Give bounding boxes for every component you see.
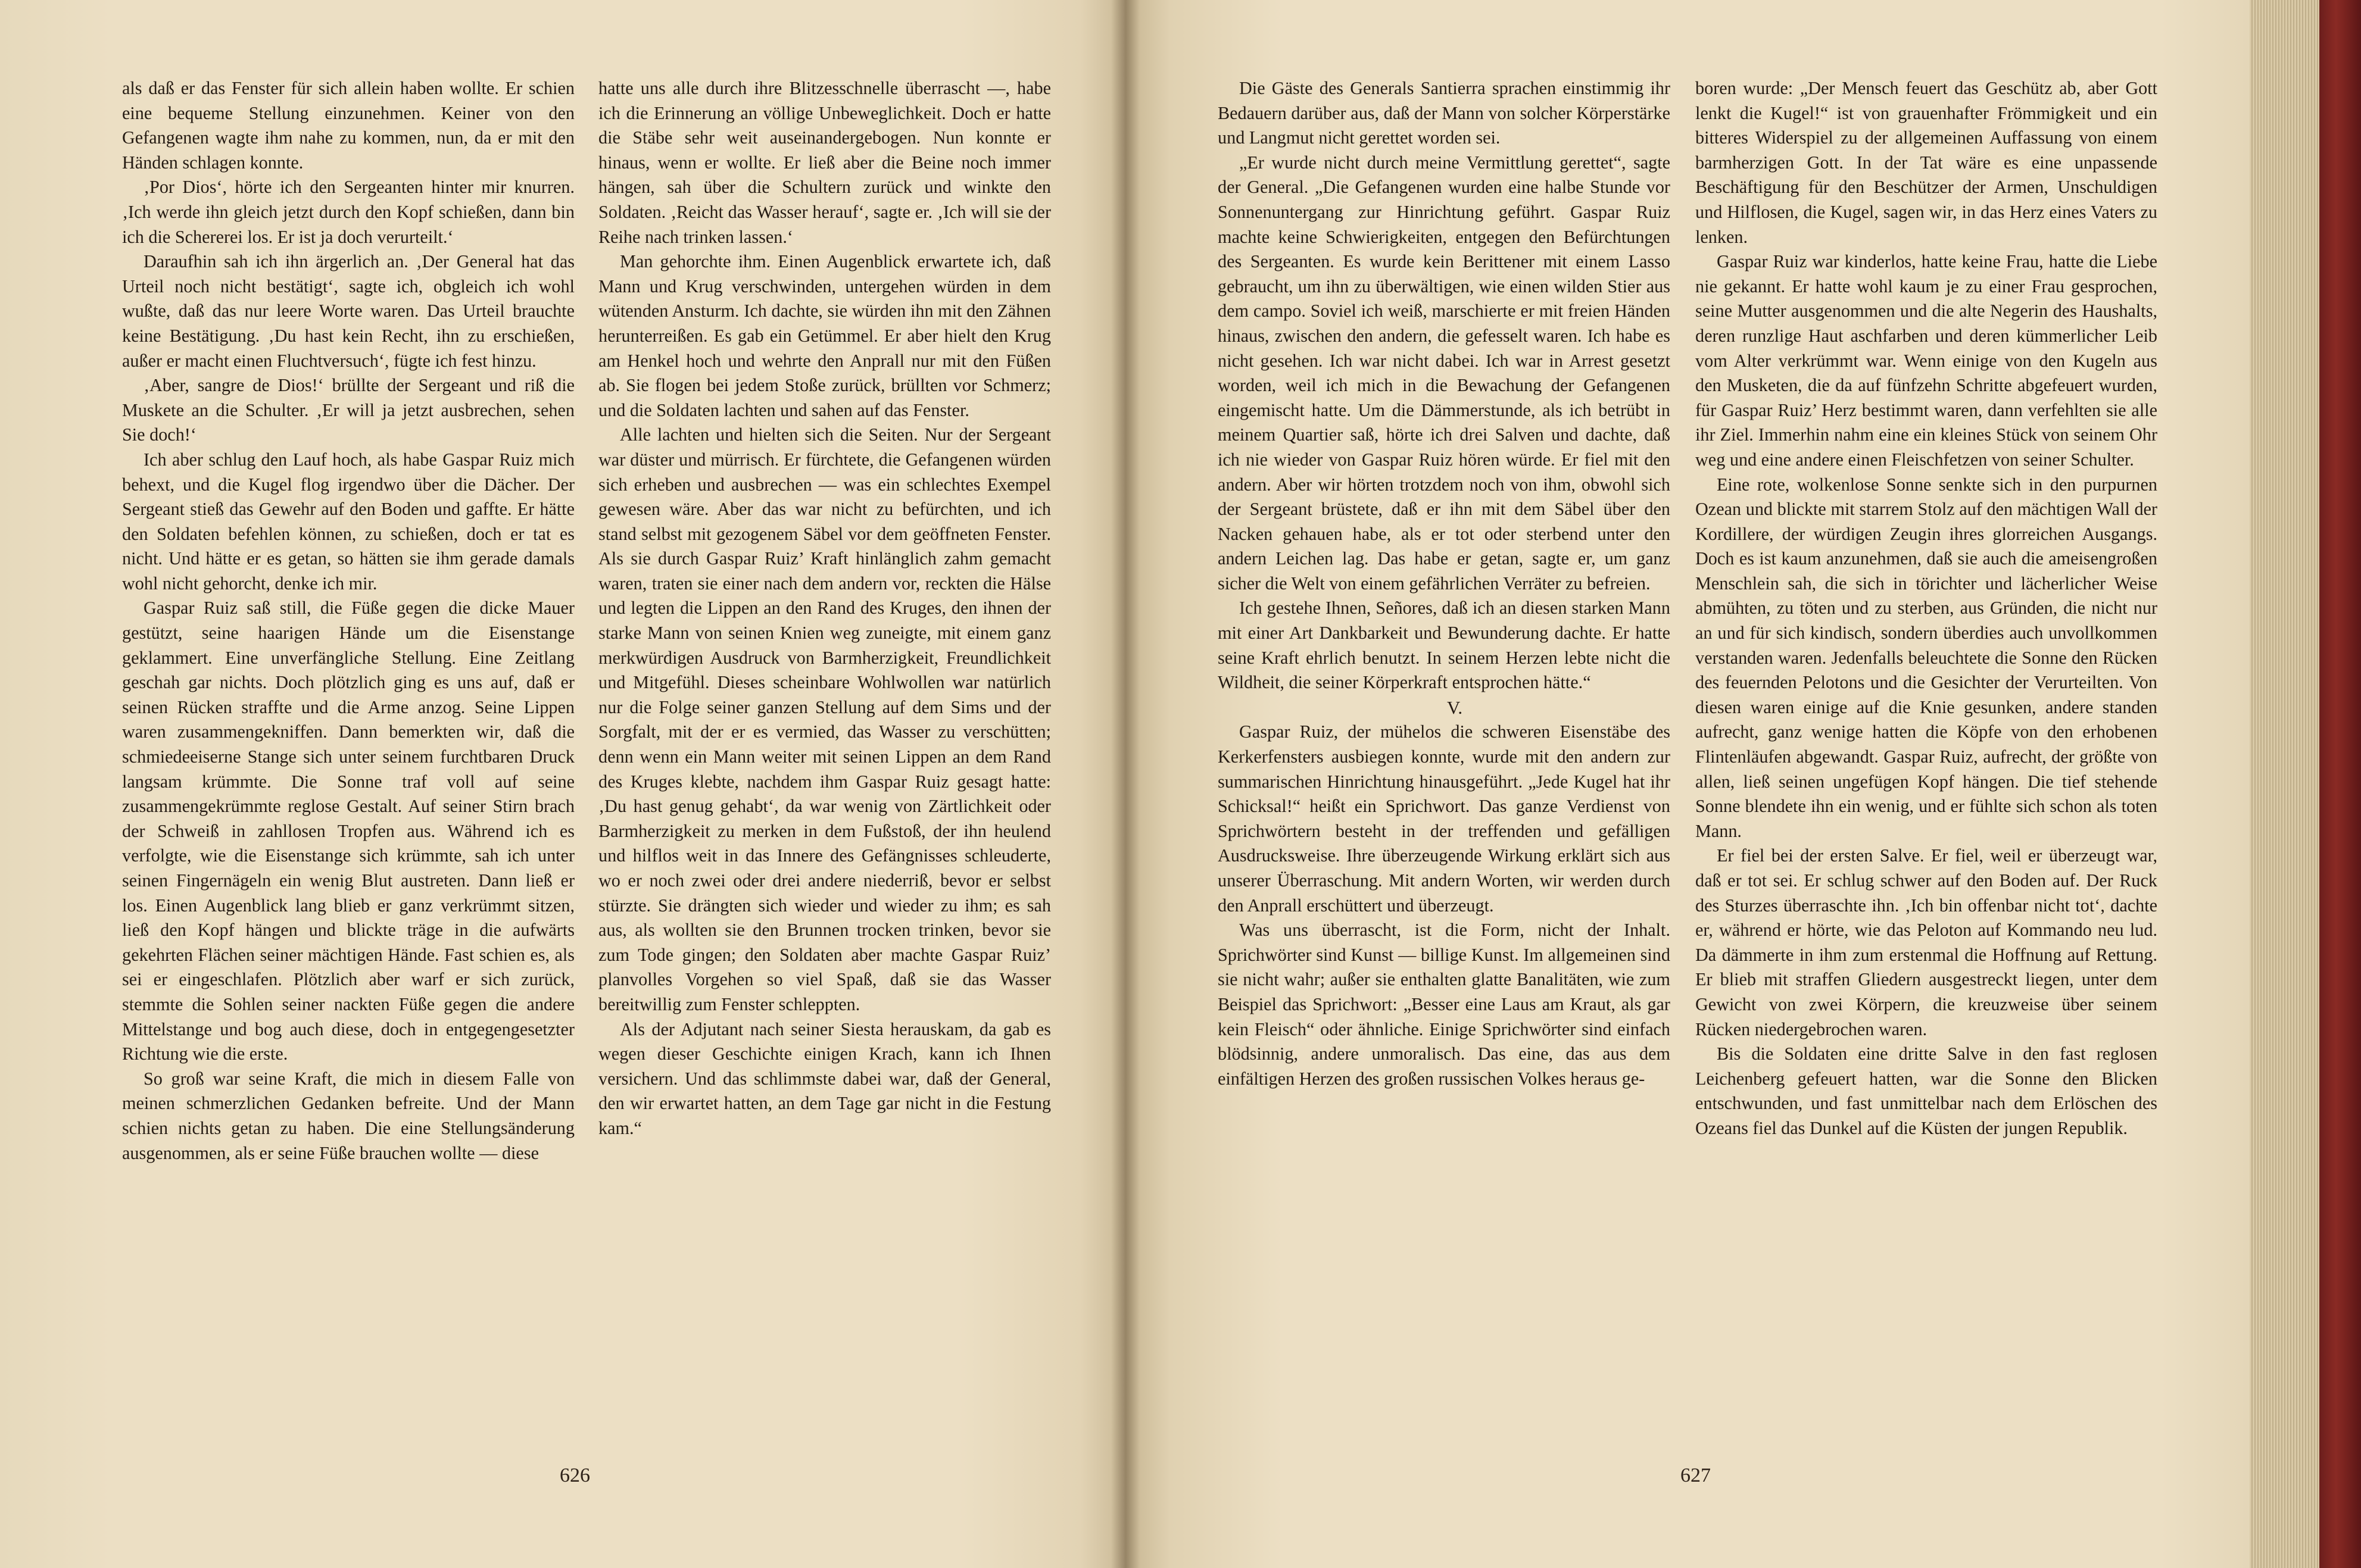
paragraph: So groß war seine Kraft, die mich in diesem Falle von meinen schmerzlichen Gedanken befreite. Und der Mann schien nichts getan zu haben. Die eine Stellungsänderung ausgenommen, als er seine Füße brauchen wollte — diese	[122, 1068, 575, 1163]
paragraph: Er fiel bei der ersten Salve. Er fiel, weil er überzeugt war, daß er tot sei. Er schlug schwer auf den Boden auf. Der Ruck des Sturzes überraschte ihn. ‚Ich bin offenbar nicht tot‘, dachte er, während er hörte, wie das Peloton auf Kommando neu lud. Da dämmerte in ihm zum erstenmal die Hoffnung auf Rettung. Er blieb mit straffen Gliedern ausgestreckt liegen, unter dem Gewicht von zwei Körpern, die kreuzweise über seinem Rücken niedergebrochen waren.	[1695, 845, 2157, 1039]
paragraph: hatte uns alle durch ihre Blitzesschnelle überrascht —, habe ich die Erinnerung an völlige Unbeweglichkeit. Doch er hatte die Stäbe sehr weit auseinandergebogen. Nun konnte er hinaus, wenn er wollte. Er ließ aber die Beine noch immer hängen, sah über die Schultern zurück und winkte den Soldaten. ‚Reicht das Wasser herauf‘, sagte er. ‚Ich will sie der Reihe nach trinken lassen.‘	[598, 78, 1051, 247]
paragraph: Eine rote, wolkenlose Sonne senkte sich in den purpurnen Ozean und blickte mit starrem Stolz auf den mächtigen Wall der Kordillere, der würdigen Zeugin ihres glorreichen Ausgangs. Doch es ist kaum anzunehmen, daß sie auch die ameisengroßen Menschlein sah, die sich in törichter und lächerlicher Weise abmühten, zu töten und zu sterben, aus Gründen, die nicht nur an und für sich kindisch, sondern überdies auch unvollkommen verstanden waren. Jedenfalls beleuchtete die Sonne den Rücken des feuernden Pelotons und die Gesichter der Verurteilten. Von diesen waren einige auf die Knie gesunken, andere standen aufrecht, ganz wenige hatten die Köpfe von den erhobenen Flintenläufen abgewandt. Gaspar Ruiz, aufrecht, der größte von allen, ließ seinen ungefügen Kopf hängen. Die tief stehende Sonne blendete ihn ein wenig, und er fühlte sich schon als toten Mann.	[1695, 474, 2157, 841]
right-page-column-1	[1218, 76, 1670, 1091]
paragraph: als daß er das Fenster für sich allein haben wollte. Er schien eine bequeme Stellung einzunehmen. Keiner von den Gefangenen wagte ihm nahe zu kommen, nun, da er mit den Händen schlagen konnte.	[122, 78, 575, 173]
paragraph: Gaspar Ruiz, der mühelos die schweren Eisenstäbe des Kerkerfensters ausbiegen konnte, wurde mit den andern zur summarischen Hinrichtung hinausgeführt. „Jede Kugel hat ihr Schicksal!“ heißt ein Sprichwort. Das ganze Verdienst von Sprichwörtern besteht in der treffenden und gefälligen Ausdrucksweise. Ihre überzeugende Wirkung erklärt sich aus unserer Überraschung. Mit andern Worten, wir werden durch den Anprall erschüttert und überzeugt.	[1218, 721, 1670, 916]
paragraph: ‚Aber, sangre de Dios!‘ brüllte der Sergeant und riß die Muskete an die Schulter. ‚Er will ja jetzt ausbrechen, sehen Sie doch!‘	[122, 375, 575, 445]
left-page-number: 626	[560, 1464, 590, 1486]
paragraph: Daraufhin sah ich ihn ärgerlich an. ‚Der General hat das Urteil noch nicht bestätigt‘, sagte ich, obgleich ich wohl wußte, daß das nur leere Worte waren. Das Urteil brauchte keine Bestätigung. ‚Du hast kein Recht, ihn zu erschießen, außer er macht einen Fluchtversuch‘, fügte ich fest hinzu.	[122, 251, 575, 371]
right-page-column-2	[1695, 76, 2157, 1141]
paragraph: Was uns überrascht, ist die Form, nicht der Inhalt. Sprichwörter sind Kunst — billige Kunst. Im allgemeinen sind sie nicht wahr; außer sie enthalten glatte Banalitäten, wie zum Beispiel das Sprichwort: „Besser eine Laus am Kraut, als gar kein Fleisch“ oder ähnliche. Einige Sprichwörter sind einfach blödsinnig, andere unmoralisch. Das eine, das aus dem einfältigen Herzen des großen russischen Volkes heraus ge-	[1218, 920, 1670, 1089]
paragraph: Als der Adjutant nach seiner Siesta herauskam, da gab es wegen dieser Geschichte einigen Krach, kann ich Ihnen versichern. Und das schlimmste dabei war, daß der General, den wir erwartet hatten, an dem Tage gar nicht in die Festung kam.“	[598, 1019, 1051, 1138]
right-column-1-lower	[1218, 720, 1670, 1091]
paragraph: Man gehorchte ihm. Einen Augenblick erwartete ich, daß Mann und Krug verschwinden, untergehen würden in dem wütenden Ansturm. Ich dachte, sie würden ihn mit den Zähnen herunterreißen. Es gab ein Getümmel. Er aber hielt den Krug am Henkel hoch und wehrte den Anprall nur mit den Füßen ab. Sie flogen bei jedem Stoße zurück, brüllten vor Schmerz; und die Soldaten lachten und sahen auf das Fenster.	[598, 251, 1051, 420]
section-heading: V.	[1446, 696, 1463, 718]
right-page-number: 627	[1680, 1464, 1711, 1486]
page-edges	[2250, 0, 2361, 1568]
book-gutter	[1111, 0, 1140, 1568]
paragraph: boren wurde: „Der Mensch feuert das Geschütz ab, aber Gott lenkt die Kugel!“ ist von grauenhafter Frömmigkeit und ein bitteres Widerspiel zu der allgemeinen Auffassung von einem barmherzigen Gott. In der Tat wäre es eine unpassende Beschäftigung für den Beschützer der Armen, Unschuldigen und Hilflosen, die Kugel, sagen wir, in das Herz eines Vaters zu lenken.	[1695, 78, 2157, 247]
left-page	[0, 0, 1125, 1568]
left-page-column-1	[122, 76, 575, 1166]
paragraph: Die Gäste des Generals Santierra sprachen einstimmig ihr Bedauern darüber aus, daß der Mann von solcher Körperstärke und Langmut nicht gerettet worden sei.	[1218, 78, 1670, 148]
paragraph: „Er wurde nicht durch meine Vermittlung gerettet“, sagte der General. „Die Gefangenen wurden eine halbe Stunde vor Sonnenuntergang zur Hinrichtung geführt. Gaspar Ruiz machte keine Schwierigkeiten, entgegen den Befürchtungen des Sergeanten. Es wurde kein Berittener mit einem Lasso gebraucht, um ihn zu überwältigen, wie einen wilden Stier aus dem campo. Soviel ich weiß, marschierte er mit freien Händen hinaus, zwischen den andern, die gefesselt waren. Ich habe es nicht gesehen. Ich war nicht dabei. Ich war in Arrest gesetzt worden, weil ich mich in die Bewachung der Gefangenen eingemischt hatte. Um die Dämmerstunde, als ich betrübt in meinem Quartier saß, hörte ich drei Salven und dachte, daß ich nie wieder von Gaspar Ruiz hören würde. Er fiel mit den andern. Aber wir hörten trotzdem noch von ihm, obwohl sich der Sergeant brüstete, daß er ihn mit dem Säbel über den Nacken gehauen habe, als er tot oder sterbend unter den andern Leichen lag. Das habe er getan, sagte er, um ganz sicher die Welt von einem gefährlichen Verräter zu befreien.	[1218, 152, 1670, 594]
book-cover-edge	[2319, 0, 2361, 1568]
right-column-1-upper	[1218, 76, 1670, 695]
paragraph: Gaspar Ruiz war kinderlos, hatte keine Frau, hatte die Liebe nie gekannt. Er hatte wohl kaum je zu einer Frau gesprochen, seine Mutter ausgenommen und die alte Negerin des Haushalts, deren runzlige Haut aschfarben und deren kümmerlicher Leib vom Alter verkrümmt war. Wenn einige von den Kugeln aus den Musketen, die da auf fünfzehn Schritte abgefeuert wurden, für Gaspar Ruiz’ Herz bestimmt waren, dann verfehlten sie alle ihr Ziel. Immerhin nahm eine ein kleines Stück von seinem Ohr weg und eine andere einen Fleischfetzen von seiner Schulter.	[1695, 251, 2157, 470]
paragraph: Gaspar Ruiz saß still, die Füße gegen die dicke Mauer gestützt, seine haarigen Hände um die Eisenstange geklammert. Eine unverfängliche Stellung. Eine Zeitlang geschah gar nichts. Doch plötzlich ging es uns auf, daß er seinen Rücken straffte und die Arme anzog. Seine Lippen waren zusammengekniffen. Dann bemerkten wir, daß die schmiedeeiserne Stange sich unter seinem furchtbaren Druck langsam krümmte. Die Sonne traf voll auf seine zusammengekrümmte reglose Gestalt. Auf seiner Stirn brach der Schweiß in zahllosen Tropfen aus. Während ich es verfolgte, wie die Eisenstange sich krümmte, sah ich unter seinen Fingernägeln ein wenig Blut austreten. Dann ließ er los. Einen Augenblick lang blieb er ganz verkrümmt sitzen, ließ den Kopf hängen und blickte träge in die aufwärts gekehrten Flächen seiner mächtigen Hände. Fast schien es, als sei er eingeschlafen. Plötzlich aber warf er sich zurück, stemmte die Sohlen seiner nackten Füße gegen die andere Mittelstange und bog auch diese, doch in entgegengesetzter Richtung wie die erste.	[122, 598, 575, 1064]
paragraph: Ich aber schlug den Lauf hoch, als habe Gaspar Ruiz mich behext, und die Kugel flog irgendwo über die Dächer. Der Sergeant stieß das Gewehr auf den Boden und gaffte. Er hätte den Soldaten befehlen können, zu schießen, doch er tat es nicht. Und hätte er es getan, so hätten sie ihm gerade damals wohl nicht gehorcht, denke ich mir.	[122, 449, 575, 594]
paragraph: ‚Por Dios‘, hörte ich den Sergeanten hinter mir knurren. ‚Ich werde ihn gleich jetzt durch den Kopf schießen, dann bin ich die Schererei los. Er ist ja doch verurteilt.‘	[122, 177, 575, 247]
right-page	[1125, 0, 2250, 1568]
left-page-column-2	[598, 76, 1051, 1141]
paragraph: Alle lachten und hielten sich die Seiten. Nur der Sergeant war düster und mürrisch. Er fürchtete, die Gefangenen würden sich erheben und ausbrechen — was ein schlechtes Exempel gewesen wäre. Aber das war nicht zu befürchten, und ich stand selbst mit gezogenem Säbel vor dem geöffneten Fenster. Als sie durch Gaspar Ruiz’ Kraft hinlänglich zahm gemacht waren, traten sie einer nach dem andern vor, reckten die Hälse und legten die Lippen an den Rand des Kruges, den ihnen der starke Mann von seinen Knien weg zuneigte, mit einem ganz merkwürdigen Ausdruck von Barmherzigkeit, Freundlichkeit und Mitgefühl. Dieses scheinbare Wohlwollen war natürlich nur die Folge seiner ganzen Stellung auf dem Sims und der Sorgfalt, mit der er es vermied, das Wasser zu verschütten; denn wenn ein Mann weiter mit seinen Lippen an dem Rand des Kruges klebte, nachdem ihm Gaspar Ruiz gesagt hatte: ‚Du hast genug gehabt‘, da war wenig von Zärtlichkeit oder Barmherzigkeit zu merken in dem Fußstoß, der ihn heulend und hilflos weit in das Innere des Gefängnisses schleuderte, wo er noch zwei oder drei andere niederriß, bevor er selbst stürzte. Sie drängten sich wieder und wieder zu ihm; es sah aus, als wollten sie den Brunnen trocken trinken, bevor sie zum Tode gingen; den Soldaten aber machte Gaspar Ruiz’ planvolles Vorgehen so viel Spaß, daß sie das Wasser bereitwillig zum Fenster schleppten.	[598, 424, 1051, 1014]
paragraph: Bis die Soldaten eine dritte Salve in den fast reglosen Leichenberg gefeuert hatten, war die Sonne den Blicken entschwunden, und fast unmittelbar nach dem Erlöschen des Ozeans fiel das Dunkel auf die Küsten der jungen Republik.	[1695, 1044, 2157, 1138]
paragraph: Ich gestehe Ihnen, Señores, daß ich an diesen starken Mann mit einer Art Dankbarkeit und Bewunderung dachte. Er hatte seine Kraft ehrlich benutzt. In seinem Herzen lebte nicht die Wildheit, die seiner Körperkraft entsprochen hätte.“	[1218, 598, 1670, 693]
